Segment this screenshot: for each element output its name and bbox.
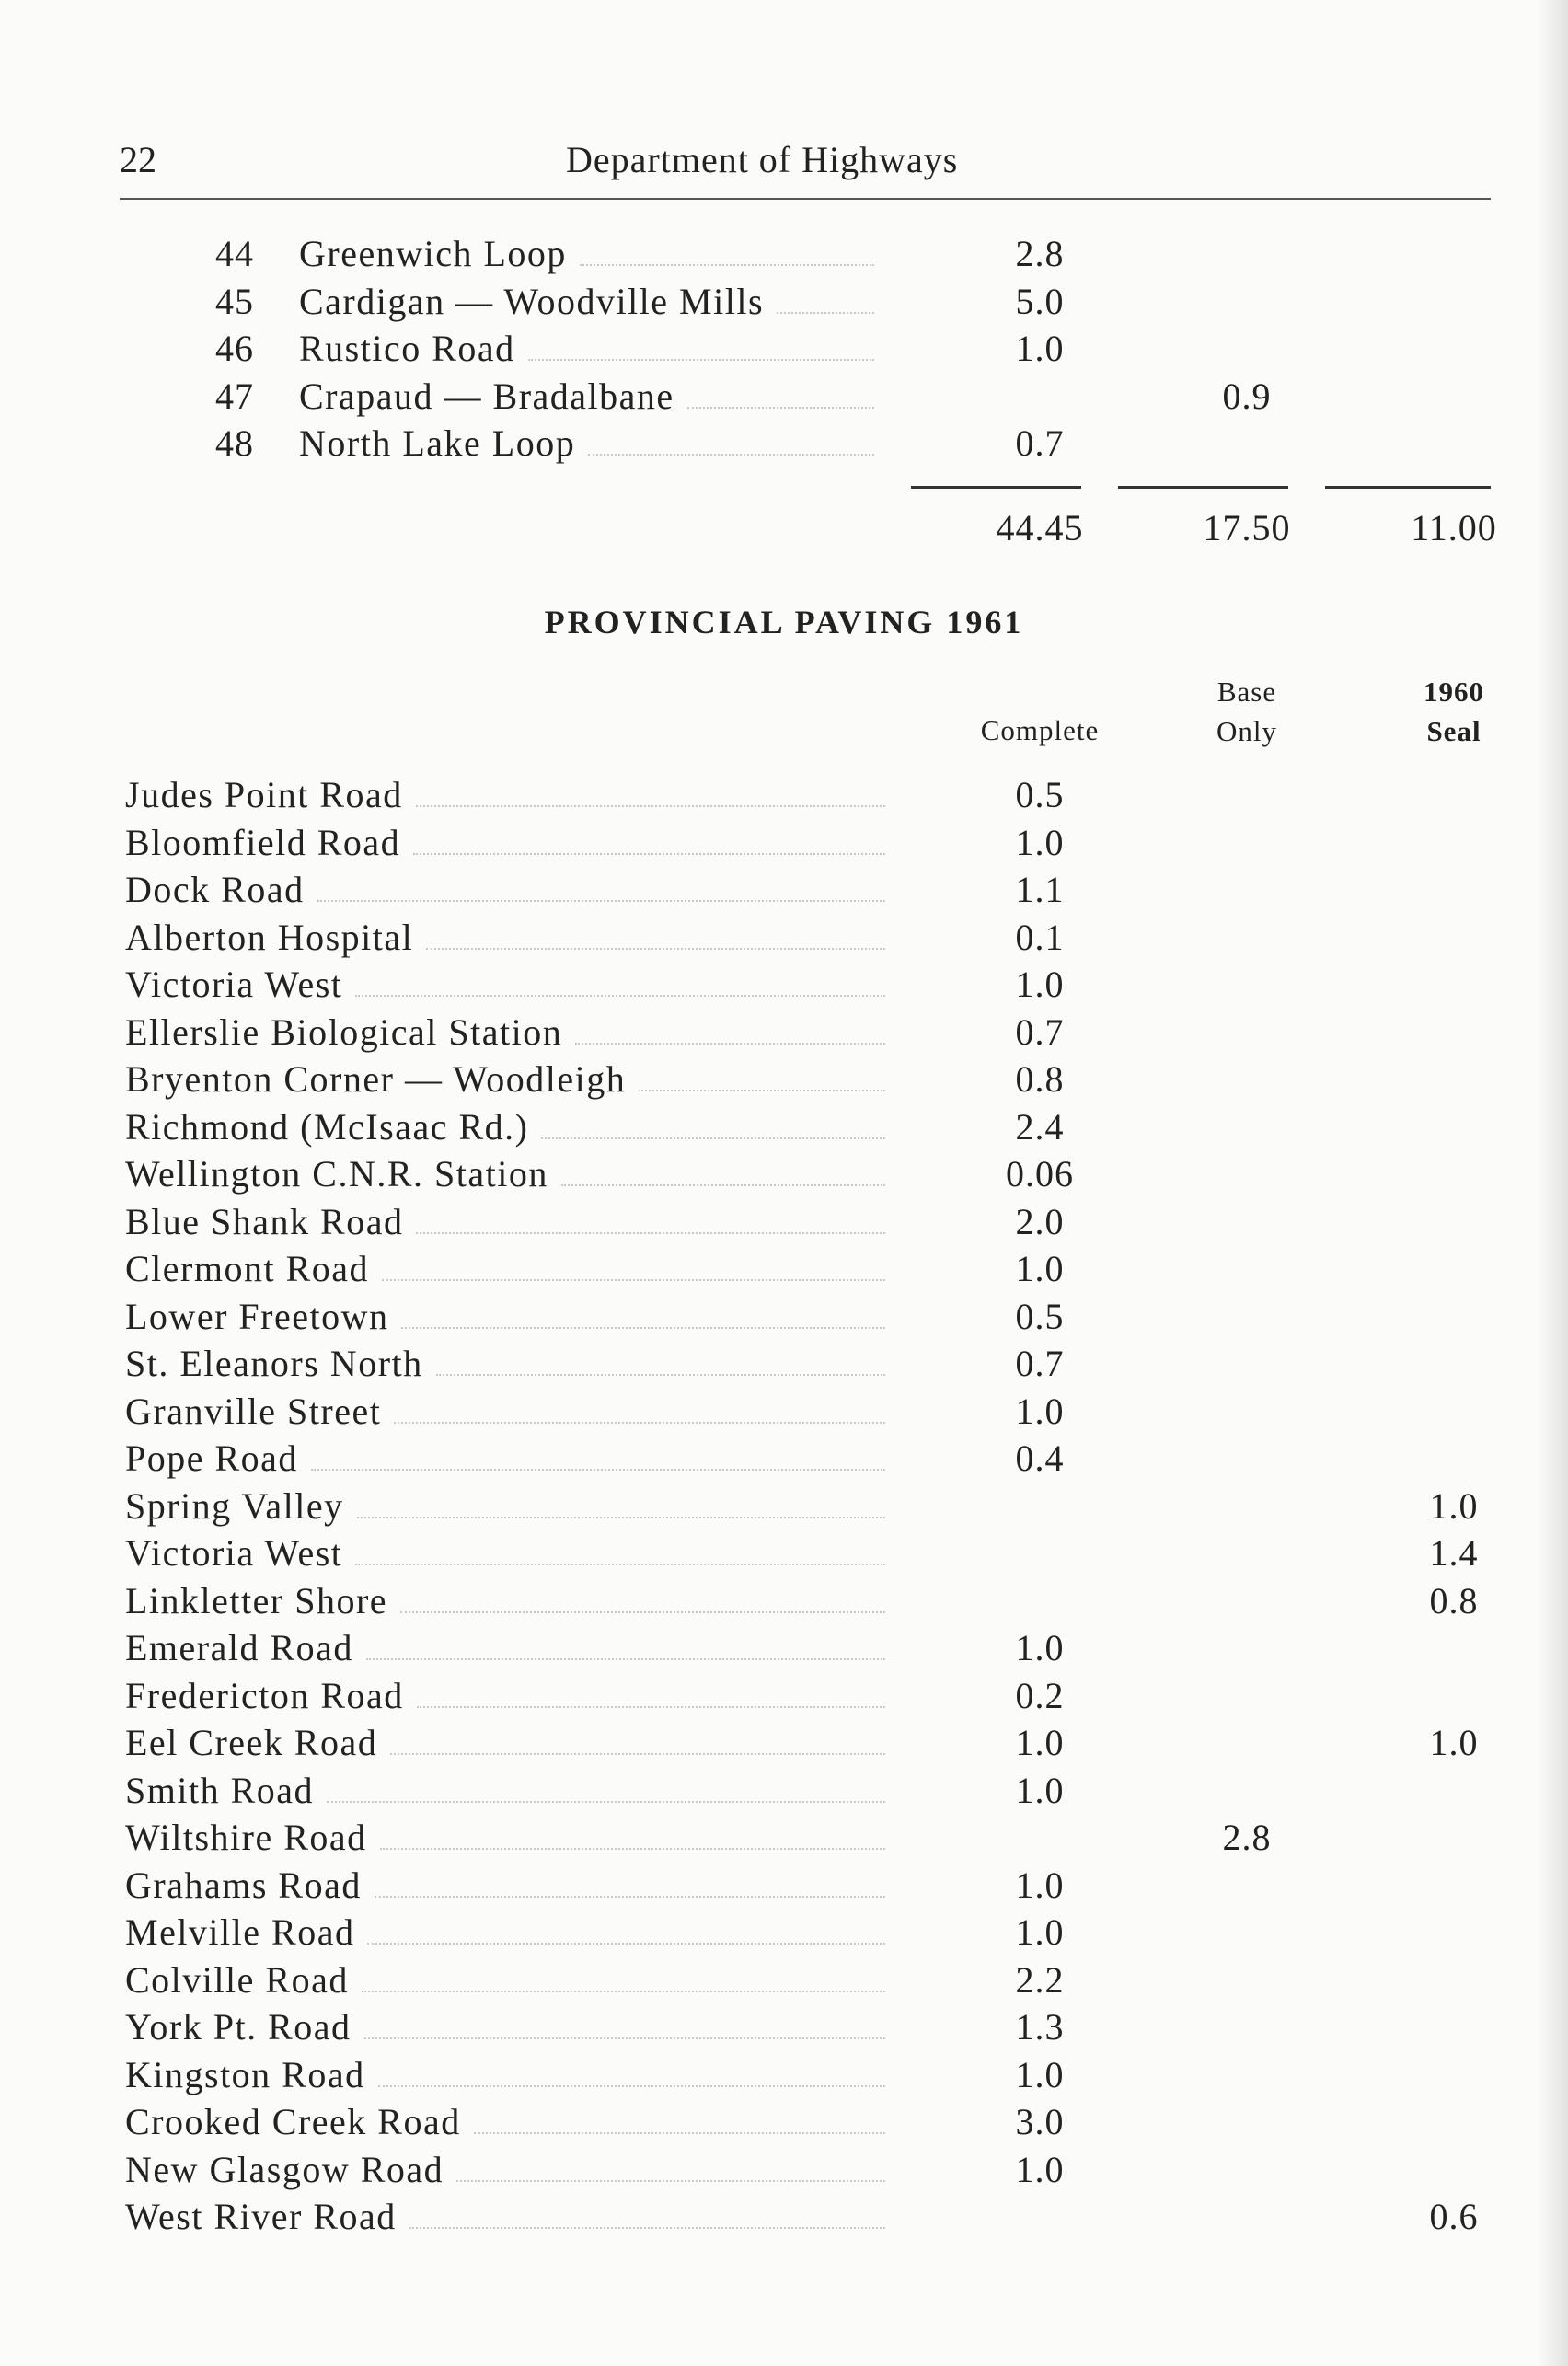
road-name: Bryenton Corner — Woodleigh: [125, 1058, 627, 1100]
road-name: Melville Road: [125, 1911, 355, 1953]
value-complete: 1.0: [1015, 1627, 1065, 1668]
road-name: West River Road: [125, 2196, 397, 2237]
table-row: [0, 1150, 1568, 1197]
row-number: 47: [215, 375, 254, 417]
table-row: [0, 278, 1568, 325]
road-name: Pope Road: [125, 1437, 298, 1479]
dot-leader: [580, 264, 874, 266]
running-title: Department of Highways: [566, 139, 959, 180]
dot-leader: [366, 1658, 885, 1660]
road-name: Fredericton Road: [125, 1674, 404, 1716]
column-header-base-line1: Base: [1216, 675, 1277, 708]
road-name: Cardigan — Woodville Mills: [299, 280, 765, 322]
dot-leader: [474, 2132, 885, 2134]
road-name: North Lake Loop: [299, 422, 576, 464]
road-name: Smith Road: [125, 1769, 315, 1811]
table-row: [0, 2146, 1568, 2193]
value-complete: 1.0: [1015, 1248, 1065, 1289]
value-complete: 2.4: [1015, 1105, 1065, 1148]
row-number: 48: [215, 422, 254, 464]
value-complete: 1.0: [1015, 2053, 1065, 2095]
header-rule: [120, 198, 1491, 200]
column-header-seal: [1353, 672, 1555, 751]
table-row: [0, 1719, 1568, 1766]
road-name: Dock Road: [125, 869, 305, 910]
value-complete: 0.7: [1015, 1010, 1065, 1053]
table-row: [0, 914, 1568, 961]
table-row: [0, 1009, 1568, 1056]
total-rule-seal: [1325, 486, 1491, 489]
table-row: [0, 1672, 1568, 1719]
table-row: [0, 1340, 1568, 1387]
table-row: [0, 1198, 1568, 1245]
value-seal: 0.8: [1429, 1579, 1479, 1622]
road-name: Grahams Road: [125, 1864, 362, 1906]
value-complete: 1.0: [1015, 1769, 1065, 1811]
table-row: [0, 1909, 1568, 1956]
road-name: Wellington C.N.R. Station: [125, 1153, 548, 1195]
column-header-base-line2: Only: [1216, 715, 1277, 747]
road-name: Blue Shank Road: [125, 1200, 404, 1242]
dot-leader: [777, 312, 874, 314]
total-seal: 11.00: [1411, 507, 1497, 548]
road-name: Eel Creek Road: [125, 1722, 378, 1763]
value-complete: 0.2: [1015, 1674, 1065, 1716]
total-complete: 44.45: [996, 507, 1084, 548]
road-name: Ellerslie Biological Station: [125, 1010, 563, 1053]
road-name: Bloomfield Road: [125, 821, 401, 863]
road-name: New Glasgow Road: [125, 2148, 444, 2190]
road-name: Crapaud — Bradalbane: [299, 375, 674, 417]
table-row: [0, 1056, 1568, 1102]
table-row: [0, 1388, 1568, 1435]
dot-leader: [317, 900, 885, 902]
table-row: [0, 230, 1568, 277]
dot-leader: [390, 1753, 885, 1755]
value-complete: 0.4: [1015, 1437, 1065, 1479]
dot-leader: [416, 805, 885, 807]
table-row: [0, 1529, 1568, 1576]
road-name: Judes Point Road: [125, 774, 403, 815]
row-number: 46: [215, 328, 254, 369]
table-row: [0, 1483, 1568, 1529]
table-row: [0, 1245, 1568, 1292]
table-row: [0, 1862, 1568, 1909]
dot-leader: [311, 1469, 885, 1471]
total-base-only: 17.50: [1203, 507, 1291, 548]
table-row: [0, 2098, 1568, 2145]
road-name: Linkletter Shore: [125, 1579, 388, 1622]
table-row: [0, 819, 1568, 866]
table-row: [0, 1767, 1568, 1814]
table-row: [0, 1624, 1568, 1671]
column-header-complete-text: Complete: [980, 714, 1100, 746]
page-header: [120, 138, 1491, 193]
value-complete: 1.0: [1015, 328, 1065, 369]
value-complete: 1.0: [1015, 821, 1065, 863]
value-complete: 1.0: [1015, 2148, 1065, 2190]
dot-leader: [561, 1184, 885, 1186]
value-complete: 0.06: [1006, 1153, 1074, 1195]
value-complete: 2.2: [1015, 1958, 1065, 2001]
table-row: [0, 866, 1568, 913]
dot-leader: [528, 359, 874, 361]
table-row: [0, 1814, 1568, 1861]
dot-leader: [362, 1991, 885, 1992]
value-complete: 2.8: [1015, 233, 1065, 274]
road-name: Colville Road: [125, 1958, 349, 2001]
value-complete: 0.5: [1015, 774, 1065, 815]
table-row: [0, 325, 1568, 372]
table-row: [0, 1435, 1568, 1482]
value-base-only: 2.8: [1222, 1817, 1272, 1858]
road-name: Emerald Road: [125, 1627, 353, 1668]
dot-leader: [417, 1706, 885, 1708]
value-complete: 5.0: [1015, 280, 1065, 322]
total-rule-base: [1118, 486, 1288, 489]
value-complete: 1.0: [1015, 1864, 1065, 1906]
value-complete: 1.1: [1015, 869, 1065, 910]
page-number: 22: [120, 139, 156, 180]
dot-leader: [639, 1090, 885, 1091]
value-complete: 0.8: [1015, 1058, 1065, 1100]
value-seal: 0.6: [1429, 2196, 1479, 2237]
dot-leader: [541, 1137, 885, 1139]
value-seal: 1.0: [1429, 1484, 1479, 1527]
dot-leader: [382, 1279, 885, 1281]
totals-row: [0, 506, 1568, 552]
table-row: [0, 771, 1568, 818]
road-name: Greenwich Loop: [299, 233, 567, 274]
road-name: Victoria West: [125, 964, 343, 1005]
dot-leader: [355, 1564, 885, 1565]
value-base-only: 0.9: [1222, 375, 1272, 417]
value-complete: 1.0: [1015, 964, 1065, 1005]
dot-leader: [394, 1422, 885, 1424]
dot-leader: [575, 1043, 885, 1045]
dot-leader: [687, 407, 874, 409]
row-number: 45: [215, 280, 254, 322]
value-complete: 1.0: [1015, 1911, 1065, 1953]
value-complete: 1.0: [1015, 1722, 1065, 1763]
table-row: [0, 2051, 1568, 2098]
value-complete: 1.0: [1015, 1390, 1065, 1432]
table-row: [0, 373, 1568, 420]
road-name: Spring Valley: [125, 1484, 344, 1527]
section-title: PROVINCIAL PAVING 1961: [544, 604, 1024, 641]
dot-leader: [378, 2085, 885, 2087]
road-name: Lower Freetown: [125, 1295, 389, 1337]
dot-leader: [357, 1517, 885, 1518]
value-complete: 0.7: [1015, 422, 1065, 464]
dot-leader: [426, 948, 885, 950]
road-name: Clermont Road: [125, 1248, 370, 1289]
dot-leader: [375, 1896, 885, 1898]
dot-leader: [367, 1943, 885, 1945]
road-name: Rustico Road: [299, 328, 515, 369]
value-complete: 0.1: [1015, 916, 1065, 958]
dot-leader: [456, 2180, 885, 2182]
road-name: Wiltshire Road: [125, 1817, 367, 1858]
column-header-complete: [939, 710, 1141, 750]
total-rule-complete: [911, 486, 1081, 489]
road-name: Crooked Creek Road: [125, 2101, 461, 2142]
dot-leader: [400, 1611, 885, 1613]
dot-leader: [413, 853, 885, 855]
value-seal: 1.0: [1429, 1722, 1479, 1763]
dot-leader: [401, 1327, 885, 1329]
row-number: 44: [215, 233, 254, 274]
column-header-seal-line2: Seal: [1426, 715, 1482, 747]
table-row: [0, 1956, 1568, 2003]
table-row: [0, 1293, 1568, 1340]
road-name: Victoria West: [125, 1532, 343, 1574]
value-complete: 2.0: [1015, 1200, 1065, 1242]
dot-leader: [409, 2227, 885, 2229]
road-name: Richmond (McIsaac Rd.): [125, 1105, 529, 1148]
value-complete: 0.5: [1015, 1295, 1065, 1337]
value-complete: 1.3: [1015, 2006, 1065, 2048]
road-name: St. Eleanors North: [125, 1343, 423, 1384]
dot-leader: [436, 1374, 885, 1376]
dot-leader: [380, 1848, 885, 1850]
value-seal: 1.4: [1429, 1532, 1479, 1574]
column-header-seal-line1: 1960: [1424, 675, 1484, 708]
road-name: Kingston Road: [125, 2053, 365, 2095]
table-row: [0, 420, 1568, 467]
road-name: Alberton Hospital: [125, 916, 414, 958]
table-row: [0, 2193, 1568, 2240]
dot-leader: [327, 1801, 885, 1803]
value-complete: 3.0: [1015, 2101, 1065, 2142]
dot-leader: [588, 454, 874, 456]
table-row: [0, 2003, 1568, 2050]
table-row: [0, 1577, 1568, 1624]
road-name: Granville Street: [125, 1390, 382, 1432]
column-header-base-only: [1146, 672, 1348, 751]
dot-leader: [416, 1232, 885, 1234]
dot-leader: [355, 995, 885, 997]
dot-leader: [364, 2037, 885, 2039]
table-row: [0, 1103, 1568, 1150]
table-row: [0, 961, 1568, 1008]
value-complete: 0.7: [1015, 1343, 1065, 1384]
road-name: York Pt. Road: [125, 2006, 352, 2048]
